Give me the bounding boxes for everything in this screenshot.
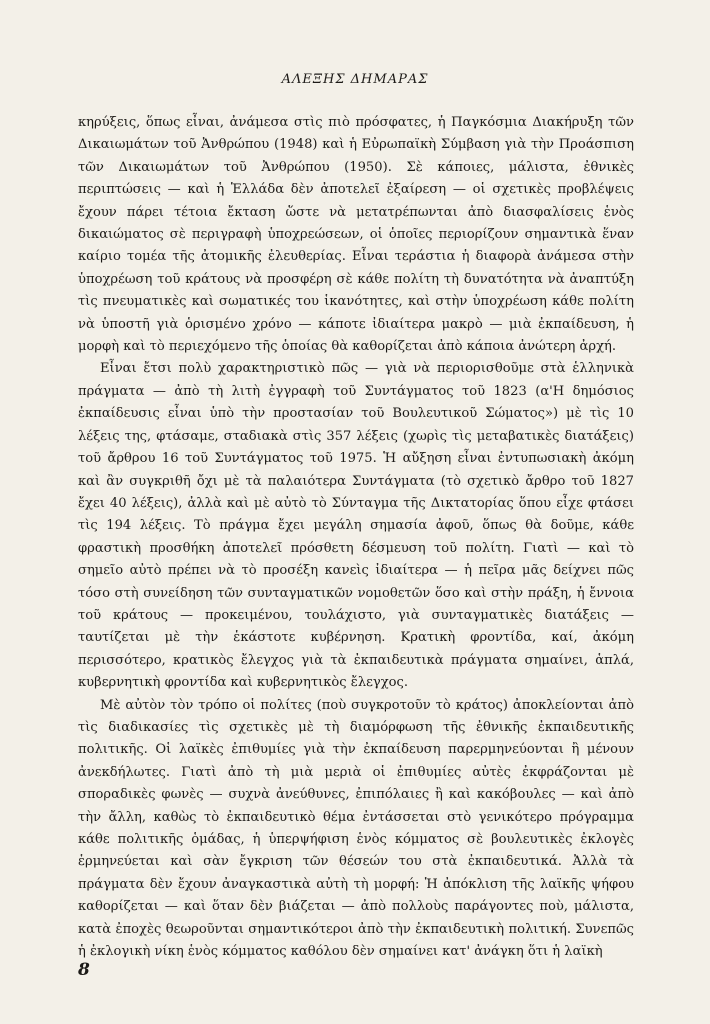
body-text [78,112,634,963]
paragraph: κηρύξεις, ὅπως εἶναι, ἀνάμεσα στὶς πιὸ πρόσφατες, ἡ Παγκόσμια Διακήρυξη τῶν Δικαιωμάτων τοῦ Ἀνθρώπου (1948) καὶ ἡ Εὐρωπαϊκὴ Σύμβαση γιὰ τὴν Προάσπιση τῶν Δικαιωμάτων τοῦ Ἀνθρώπου (1950). Σὲ κάποιες, μάλιστα, ἐθνικὲς περιπτώσεις — καὶ ἡ Ἑλλάδα δὲν ἀποτελεῖ ἐξαίρεση — οἱ σχετικὲς προβλέψεις ἔχουν πάρει τέτοια ἔκταση ὥστε νὰ μετατρέπωνται ἀπὸ διασφαλίσεις ἑνὸς δικαιώματος σὲ περιγραφὴ ὑποχρεώσεων, οἱ ὁποῖες περιορίζουν σημαντικὰ ἕναν καίριο τομέα τῆς ἀτομικῆς ἐλευθερίας. Εἶναι τεράστια ἡ διαφορὰ ἀνάμεσα στὴν ὑποχρέωση τοῦ κράτους νὰ προσφέρη σὲ κάθε πολίτη τὴ δυνατότητα νὰ ἀναπτύξη τὶς πνευματικὲς καὶ σωματικές του ἱκανότητες, καὶ στὴν ὑποχρέωση κάθε πολίτη νὰ ὑποστῆ γιὰ ὁρισμένο χρόνο — κάποτε ἰδιαίτερα μακρὸ — μιὰ ἐκπαίδευση, ἡ μορφὴ καὶ τὸ περιεχόμενο τῆς ὁποίας θὰ καθορίζεται ἀπὸ κάποια ἀνώτερη ἀρχή. [78,115,634,355]
running-head: ΑΛΕΞΗΣ ΔΗΜΑΡΑΣ [281,72,429,87]
paragraph: Μὲ αὐτὸν τὸν τρόπο οἱ πολίτες (ποὺ συγκροτοῦν τὸ κράτος) ἀποκλείονται ἀπὸ τὶς διαδικασίες τὶς σχετικὲς μὲ τὴ διαμόρφωση τῆς ἐθνικῆς ἐκπαιδευτικῆς πολιτικῆς. Οἱ λαϊκὲς ἐπιθυμίες γιὰ τὴν ἐκπαίδευση παρερμηνεύονται ἢ μένουν ἀνεκδήλωτες. Γιατὶ ἀπὸ τὴ μιὰ μεριὰ οἱ ἐπιθυμίες αὐτὲς ἐκφράζονται μὲ σποραδικὲς φωνὲς — συχνὰ ἀνεύθυνες, ἐπιπόλαιες ἢ καὶ κακόβουλες — καὶ ἀπὸ τὴν ἄλλη, καθὼς τὸ ἐκπαιδευτικὸ θέμα ἐντάσσεται στὸ γενικότερο πρόγραμμα κάθε πολιτικῆς ὁμάδας, ἡ ὑπερψήφιση ἑνὸς κόμματος σὲ βουλευτικὲς ἐκλογὲς ἑρμηνεύεται καὶ σὰν ἔγκριση τῶν θέσεών του στὰ ἐκπαιδευτικά. Ἀλλὰ τὰ πράγματα δὲν ἔχουν ἀναγκαστικὰ αὐτὴ τὴ μορφή: Ἡ ἀπόκλιση τῆς λαϊκῆς ψήφου καθορίζεται — καὶ ὅταν δὲν βιάζεται — ἀπὸ πολλοὺς παράγοντες ποὺ, μάλιστα, κατὰ ἐποχὲς θεωροῦνται σημαντικότεροι ἀπὸ τὴν ἐκπαιδευτικὴ πολιτική. Συνεπῶς ἡ ἐκλογικὴ νίκη ἑνὸς κόμματος καθόλου δὲν σημαίνει κατ' ἀνάγκη ὅτι ἡ λαϊκὴ [78,697,634,960]
page-number: 8 [78,960,90,980]
paragraph: Εἶναι ἔτσι πολὺ χαρακτηριστικὸ πῶς — γιὰ νὰ περιορισθοῦμε στὰ ἑλληνικὰ πράγματα — ἀπὸ τὴ λιτὴ ἐγγραφὴ τοῦ Συντάγματος τοῦ 1823 (α'Η δημόσιος ἐκπαίδευσις εἶναι ὑπὸ τὴν προστασίαν τοῦ Βουλευτικοῦ Σώματος») μὲ τὶς 10 λέξεις της, φτάσαμε, σταδιακὰ στὶς 357 λέξεις (χωρὶς τὶς μεταβατικὲς διατάξεις) τοῦ ἄρθρου 16 τοῦ Συντάγματος τοῦ 1975. Ἡ αὔξηση εἶναι ἐντυπωσιακὴ ἀκόμη καὶ ἂν συγκριθῆ ὄχι μὲ τὰ παλαιότερα Συντάγματα (τὸ σχετικὸ ἄρθρο τοῦ 1827 ἔχει 40 λέξεις), ἀλλὰ καὶ μὲ αὐτὸ τὸ Σύνταγμα τῆς Δικτατορίας ὅπου εἶχε φτάσει τὶς 194 λέξεις. Τὸ πράγμα ἔχει μεγάλη σημασία ἀφοῦ, ὅπως θὰ δοῦμε, κάθε φραστικὴ προσθήκη ἀποτελεῖ πρόσθετη δέσμευση τοῦ πολίτη. Γιατὶ — καὶ τὸ σημεῖο αὐτὸ πρέπει νὰ τὸ προσέξη κανεὶς ἰδιαίτερα — ἡ πεῖρα μᾶς δείχνει πῶς τόσο στὴ συνείδηση τῶν συνταγματικῶν νομοθετῶν ὅσο καὶ στὴν πράξη, ἡ ἔννοια τοῦ κράτους — προκειμένου, τουλάχιστο, γιὰ συνταγματικὲς διατάξεις — ταυτίζεται μὲ τὴν ἑκάστοτε κυβέρνηση. Κρατικὴ φροντίδα, καί, ἀκόμη περισσότερο, κρατικὸς ἔλεγχος γιὰ τὰ ἐκπαιδευτικὰ πράγματα σημαίνει, ἁπλά, κυβερνητικὴ φροντίδα καὶ κυβερνητικὸς ἔλεγχος. [78,361,634,691]
